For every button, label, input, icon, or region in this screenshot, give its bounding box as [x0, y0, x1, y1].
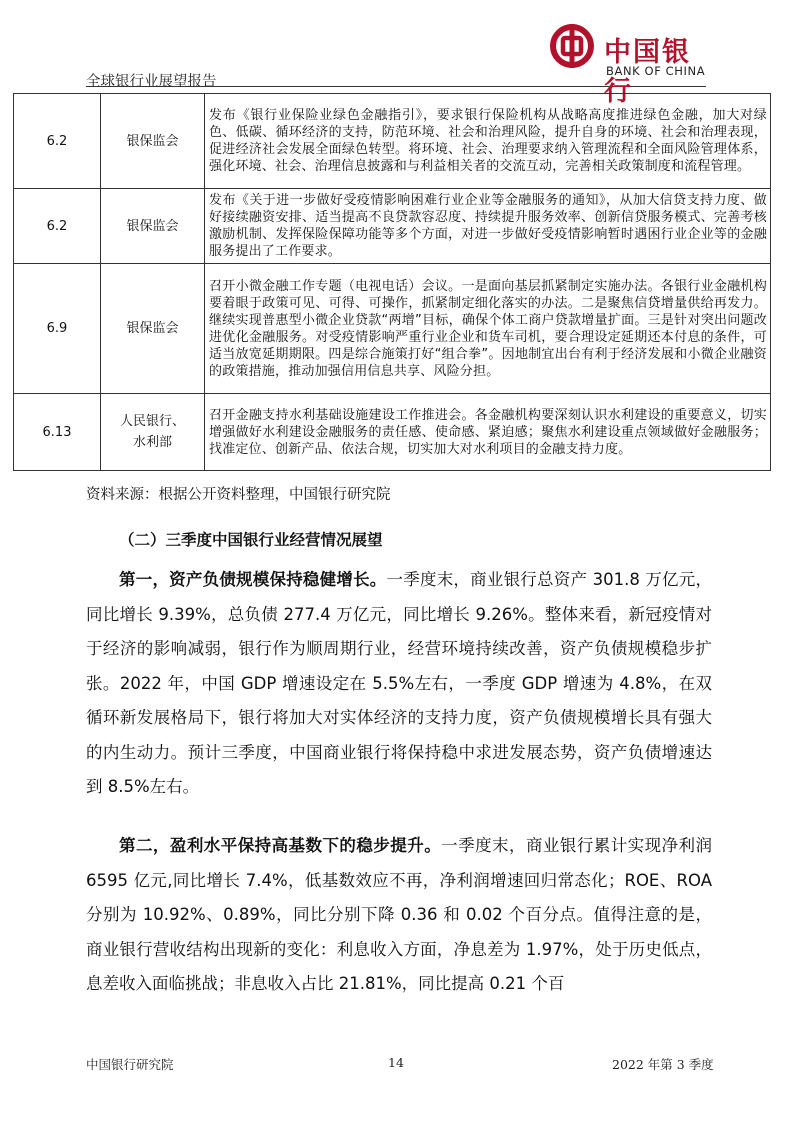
row-date: 6.2 — [14, 189, 101, 264]
footer-institute: 中国银行研究院 — [86, 1057, 174, 1072]
row-org-line: 水利部 — [132, 435, 172, 450]
row-date: 6.2 — [14, 94, 101, 189]
row-org — [101, 394, 205, 471]
policy-table — [13, 93, 771, 471]
table-row — [14, 189, 771, 264]
row-org-line: 人民银行、 — [119, 414, 185, 429]
section-heading: （二）三季度中国银行业经营情况展望 — [119, 531, 383, 549]
bank-logo — [548, 22, 718, 107]
row-org: 银保监会 — [101, 189, 205, 264]
table-row — [14, 394, 771, 471]
table-source: 资料来源：根据公开资料整理，中国银行研究院 — [86, 487, 391, 503]
paragraph-text: 一季度末，商业银行累计实现净利润 6595 亿元,同比增长 7.4%，低基数效应不再，净利润增速回归常态化；ROE、ROA 分别为 10.92%、0.89%，同比分别下降 0.36 和 0.02 个百分点。值得注意的是，商业银行营收结构出现新的变化：利息收入方面，净息差为 1.97%，处于历史低点，息差收入面临挑战；非息收入占比 21.81%，同比提高 0.21 个百 — [86, 836, 713, 993]
logo-english-name: BANK OF CHINA — [606, 64, 706, 78]
footer-period: 2022 年第 3 季度 — [612, 1057, 714, 1072]
bank-of-china-emblem-icon — [548, 22, 598, 72]
body-paragraph — [86, 563, 712, 805]
paragraph-lead: 第二，盈利水平保持高基数下的稳步提升。 — [119, 836, 442, 855]
table-row — [14, 264, 771, 394]
table-row — [14, 94, 771, 189]
row-content: 发布《银行业保险业绿色金融指引》，要求银行保险机构从战略高度推进绿色金融，加大对绿色、低碳、循环经济的支持，防范环境、社会和治理风险，提升自身的环境、社会和治理表现，促进经济社会发展全面绿色转型。将环境、社会、治理要求纳入管理流程和全面风险管理体系，强化环境、社会、治理信息披露和与利益相关者的交流互动，完善相关政策制度和流程管理。 — [205, 94, 771, 189]
row-org: 银保监会 — [101, 94, 205, 189]
paragraph-lead: 第一，资产负债规模保持稳健增长。 — [119, 570, 387, 589]
row-date: 6.13 — [14, 394, 101, 471]
logo-chinese-name: 中国银行 — [604, 37, 691, 107]
report-title: 全球银行业展望报告 — [86, 74, 217, 90]
row-content: 发布《关于进一步做好受疫情影响困难行业企业等金融服务的通知》，从加大信贷支持力度、做好接续融资安排、适当提高不良贷款容忍度、持续提升服务效率、创新信贷服务模式、完善考核激励机制、发挥保险保障功能等多个方面，对进一步做好受疫情影响暂时遇困行业企业等的金融服务提出了工作要求。 — [205, 189, 771, 264]
row-content: 召开小微金融工作专题（电视电话）会议。一是面向基层抓紧制定实施办法。各银行业金融机构要着眼于政策可见、可得、可操作，抓紧制定细化落实的办法。二是聚焦信贷增量供给再发力。继续实现普惠型小微企业贷款“两增”目标，确保个体工商户贷款增量扩面。三是针对突出问题改进优化金融服务。对受疫情影响严重行业企业和货车司机，要合理设定延期还本付息的条件，可适当放宽延期期限。四是综合施策打好“组合拳”。因地制宜出台有利于经济发展和小微企业融资的政策措施，推动加强信用信息共享、风险分担。 — [205, 264, 771, 394]
body-paragraph — [86, 829, 712, 1002]
row-date: 6.9 — [14, 264, 101, 394]
paragraph-text: 一季度末，商业银行总资产 301.8 万亿元，同比增长 9.39%，总负债 277.4 万亿元，同比增长 9.26%。整体来看，新冠疫情对于经济的影响减弱，银行作为顺周期行业，经营环境持续改善，资产负债规模稳步扩张。2022 年，中国 GDP 增速设定在 5.5%左右，一季度 GDP 增速为 4.8%，在双循环新发展格局下，银行将加大对实体经济的支持力度，资产负债规模增长具有强大的内生动力。预计三季度，中国商业银行将保持稳中求进发展态势，资产负债增速达到 8.5%左右。 — [86, 570, 712, 796]
page-number: 14 — [388, 1055, 404, 1070]
row-content: 召开金融支持水利基础设施建设工作推进会。各金融机构要深刻认识水利建设的重要意义，切实增强做好水利建设金融服务的责任感、使命感、紧迫感；聚焦水利建设重点领域做好金融服务；找准定位、创新产品、依法合规，切实加大对水利项目的金融支持力度。 — [205, 394, 771, 471]
row-org: 银保监会 — [101, 264, 205, 394]
